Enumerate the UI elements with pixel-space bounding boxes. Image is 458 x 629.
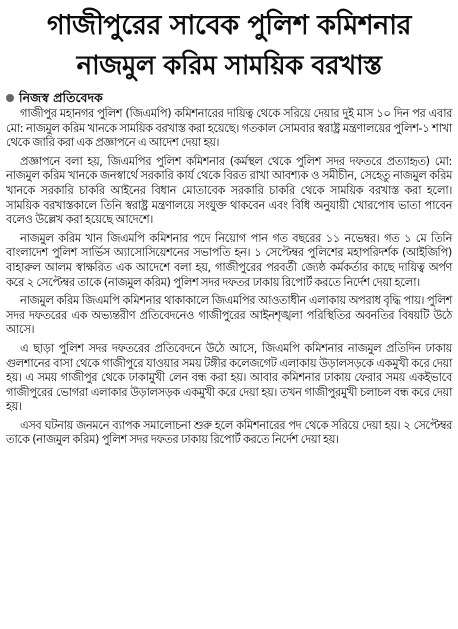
paragraph-3: নাজমুল করিম খান জিএমপি কমিশনার পদে নিয়োগ পান গত বছরের ১১ নভেম্বর। গত ১ মে তিনি বাংলাদেশ পুলিশ সার্ভিস অ্যাসোসিয়েশনের সভাপতি হন। ১ সেপ্টেম্বর পুলিশের মহাপরিদর্শক (আইজিপি) বাহারুল আলম স্বাক্ষরিত এক আদেশে বলা হয়, গাজীপুরের পরবর্তী জ্যেষ্ঠ কর্মকর্তার কাছে দায়িত্ব অর্পণ করে ২ সেপ্টেম্বর তাকে (নাজমুল করিম) পুলিশ সদর দফতর ঢাকায় রিপোর্ট করতে নির্দেশ দেয়া হলো।	[6, 231, 452, 289]
bullet-icon	[6, 94, 14, 102]
byline	[6, 90, 452, 106]
paragraph-6: এসব ঘটনায় জনমনে ব্যাপক সমালোচনা শুরু হলে কমিশনারের পদ থেকে সরিয়ে দেয়া হয়। ২ সেপ্টেম্বর তাকে (নাজমুল করিম) পুলিশ সদর দফতর ঢাকায় রিপোর্ট করতে নির্দেশ দেয়া হয়।	[6, 418, 452, 447]
headline-line-1: গাজীপুরের সাবেক পুলিশ কমিশনার	[47, 10, 411, 41]
byline-text: নিজস্ব প্রতিবেদক	[19, 90, 103, 105]
paragraph-2: প্রজ্ঞাপনে বলা হয়, জিএমপির পুলিশ কমিশনার (কর্মস্থল থেকে পুলিশ সদর দফতরে প্রত্যাহৃত) মো: নাজমুল করিম খানকে জনস্বার্থে সরকারি কার্য থেকে বিরত রাখা আবশ্যক ও সমীচীন, সেহেতু নাজমুল করিম খানকে সরকারি চাকরি আইনের বিধান মোতাবেক সরকারি চাকরি থেকে সাময়িক বরখাস্ত করা হলো। সাময়িক বরখাস্তকালে তিনি স্বরাষ্ট্র মন্ত্রণালয়ে সংযুক্ত থাকবেন এবং বিধি অনুযায়ী খোরপোষ ভাতা পাবেন বলেও উল্লেখ করা হয়েছে আদেশে।	[6, 154, 452, 227]
paragraph-1: গাজীপুর মহানগর পুলিশ (জিএমপি) কমিশনারের দায়িত্ব থেকে সরিয়ে দেয়ার দুই মাস ১০ দিন পর এবার মো: নাজমুল করিম খানকে সাময়িক বরখাস্ত করা হয়েছে। গতকাল সোমবার স্বরাষ্ট্র মন্ত্রণালয়ের পুলিশ-১ শাখা থেকে জারি করা এক প্রজ্ঞাপনে এ আদেশ দেয়া হয়।	[6, 107, 452, 150]
headline-line-2: নাজমুল করিম সাময়িক বরখাস্ত	[76, 51, 382, 81]
paragraph-4: নাজমুল করিম জিএমপি কমিশনার থাকাকালে জিএমপির আওতাধীন এলাকায় অপরাধ বৃদ্ধি পায়। পুলিশ সদর দফতরের এক অভ্যন্তরীণ প্রতিবেদনেও গাজীপুরের আইনশৃঙ্খলা পরিস্থিতির অবনতির বিষয়টি উঠে আসে।	[6, 294, 452, 337]
paragraph-5: এ ছাড়া পুলিশ সদর দফতরের প্রতিবেদনে উঠে আসে, জিএমপি কমিশনার নাজমুল প্রতিদিন ঢাকায় গুলশানের বাসা থেকে গাজীপুরে যাওয়ার সময় টঙ্গীর কলেজগেট এলাকায় উড়ালসড়কে একমুখী করে দেয়া হয়। এ সময় গাজীপুর থেকে ঢাকামুখী লেন বন্ধ করা হয়। আবার কমিশনার ঢাকায় ফেরার সময় একইভাবে গাজীপুরের ভোগরা এলাকার উড়ালসড়ক একমুখী করে দেয়া হয়। তখন গাজীপুরমুখী চলাচল বন্ধ করে দেয়া হয়।	[6, 341, 452, 414]
